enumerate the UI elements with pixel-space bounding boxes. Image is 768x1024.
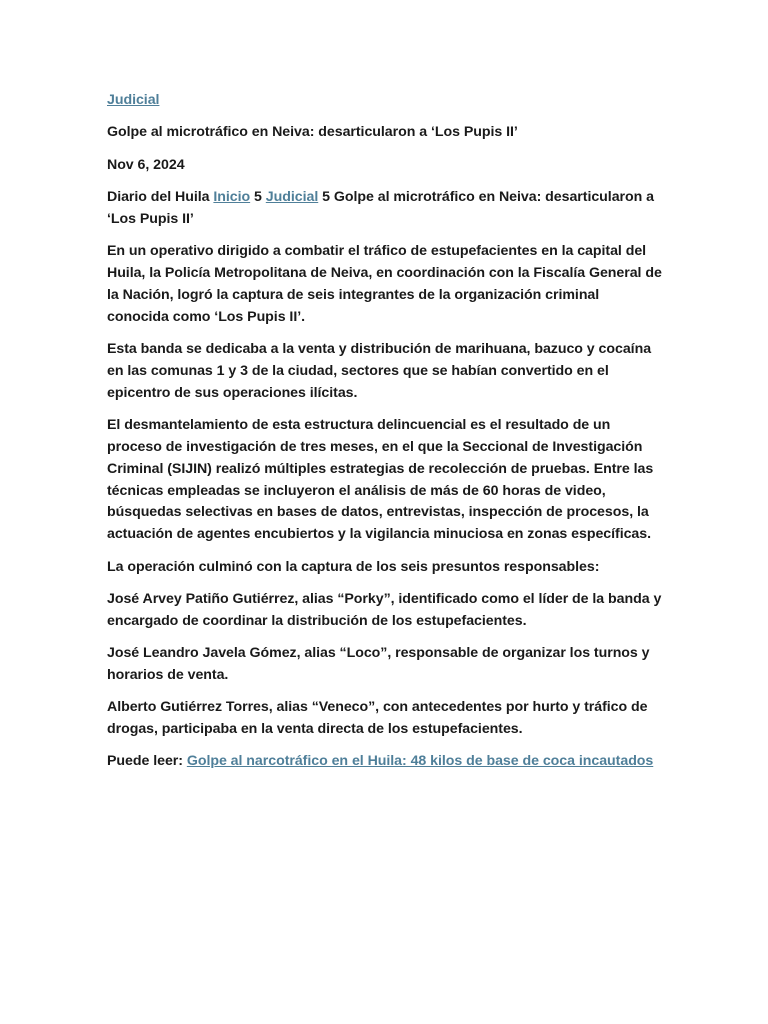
breadcrumb-current: Golpe al microtráfico en Neiva: desarticularon a ‘Los Pupis II’: [107, 189, 654, 227]
paragraph-band: Esta banda se dedicaba a la venta y distribución de marihuana, bazuco y cocaína en las comunas 1 y 3 de la ciudad, sectores que se habían convertido en el epicentro de sus operaciones ilícitas.: [107, 341, 652, 401]
read-more: [107, 751, 664, 773]
article-title: Golpe al microtráfico en Neiva: desarticularon a ‘Los Pupis II’: [107, 124, 518, 141]
article-date: Nov 6, 2024: [107, 156, 185, 173]
category-line: [107, 90, 664, 112]
breadcrumb: [107, 187, 664, 231]
breadcrumb-separator: 5: [254, 189, 262, 206]
breadcrumb-home-link[interactable]: Inicio: [213, 189, 251, 206]
read-more-link[interactable]: Golpe al narcotráfico en el Huila: 48 kilos de base de coca incautados: [186, 753, 654, 770]
paragraph-investigation: El desmantelamiento de esta estructura delincuencial es el resultado de un proceso de investigación de tres meses, en el que la Seccional de Investigación Criminal (SIJIN) realizó múltiples estrategias de recolección de pruebas. Entre las técnicas empleadas se incluyeron el análisis de más de 60 horas de video, búsquedas selectivas en bases de datos, entrevistas, inspección de procesos, la actuación de agentes encubiertos y la vigilancia minuciosa en zonas específicas.: [107, 417, 654, 543]
read-more-label: Puede leer:: [107, 753, 183, 770]
paragraph-capture: La operación culminó con la captura de los seis presuntos responsables:: [107, 558, 600, 575]
paragraph-suspect-porky: José Arvey Patiño Gutiérrez, alias “Porky”, identificado como el líder de la banda y encargado de coordinar la distribución de los estupefacientes.: [107, 590, 662, 629]
breadcrumb-site: Diario del Huila: [107, 189, 210, 206]
paragraph-suspect-veneco: Alberto Gutiérrez Torres, alias “Veneco”, con antecedentes por hurto y tráfico de drogas, participaba en la venta directa de los estupefacientes.: [107, 699, 648, 738]
breadcrumb-separator: 5: [322, 189, 330, 206]
paragraph-suspect-loco: José Leandro Javela Gómez, alias “Loco”, responsable de organizar los turnos y horarios de venta.: [107, 645, 650, 683]
breadcrumb-category-link[interactable]: Judicial: [265, 189, 319, 206]
category-link[interactable]: Judicial: [107, 92, 160, 108]
paragraph-intro: En un operativo dirigido a combatir el tráfico de estupefacientes en la capital del Huila, la Policía Metropolitana de Neiva, en coordinación con la Fiscalía General de la Nación, logró la captura de seis integrantes de la organización criminal conocida como ‘Los Pupis II’.: [107, 243, 662, 325]
